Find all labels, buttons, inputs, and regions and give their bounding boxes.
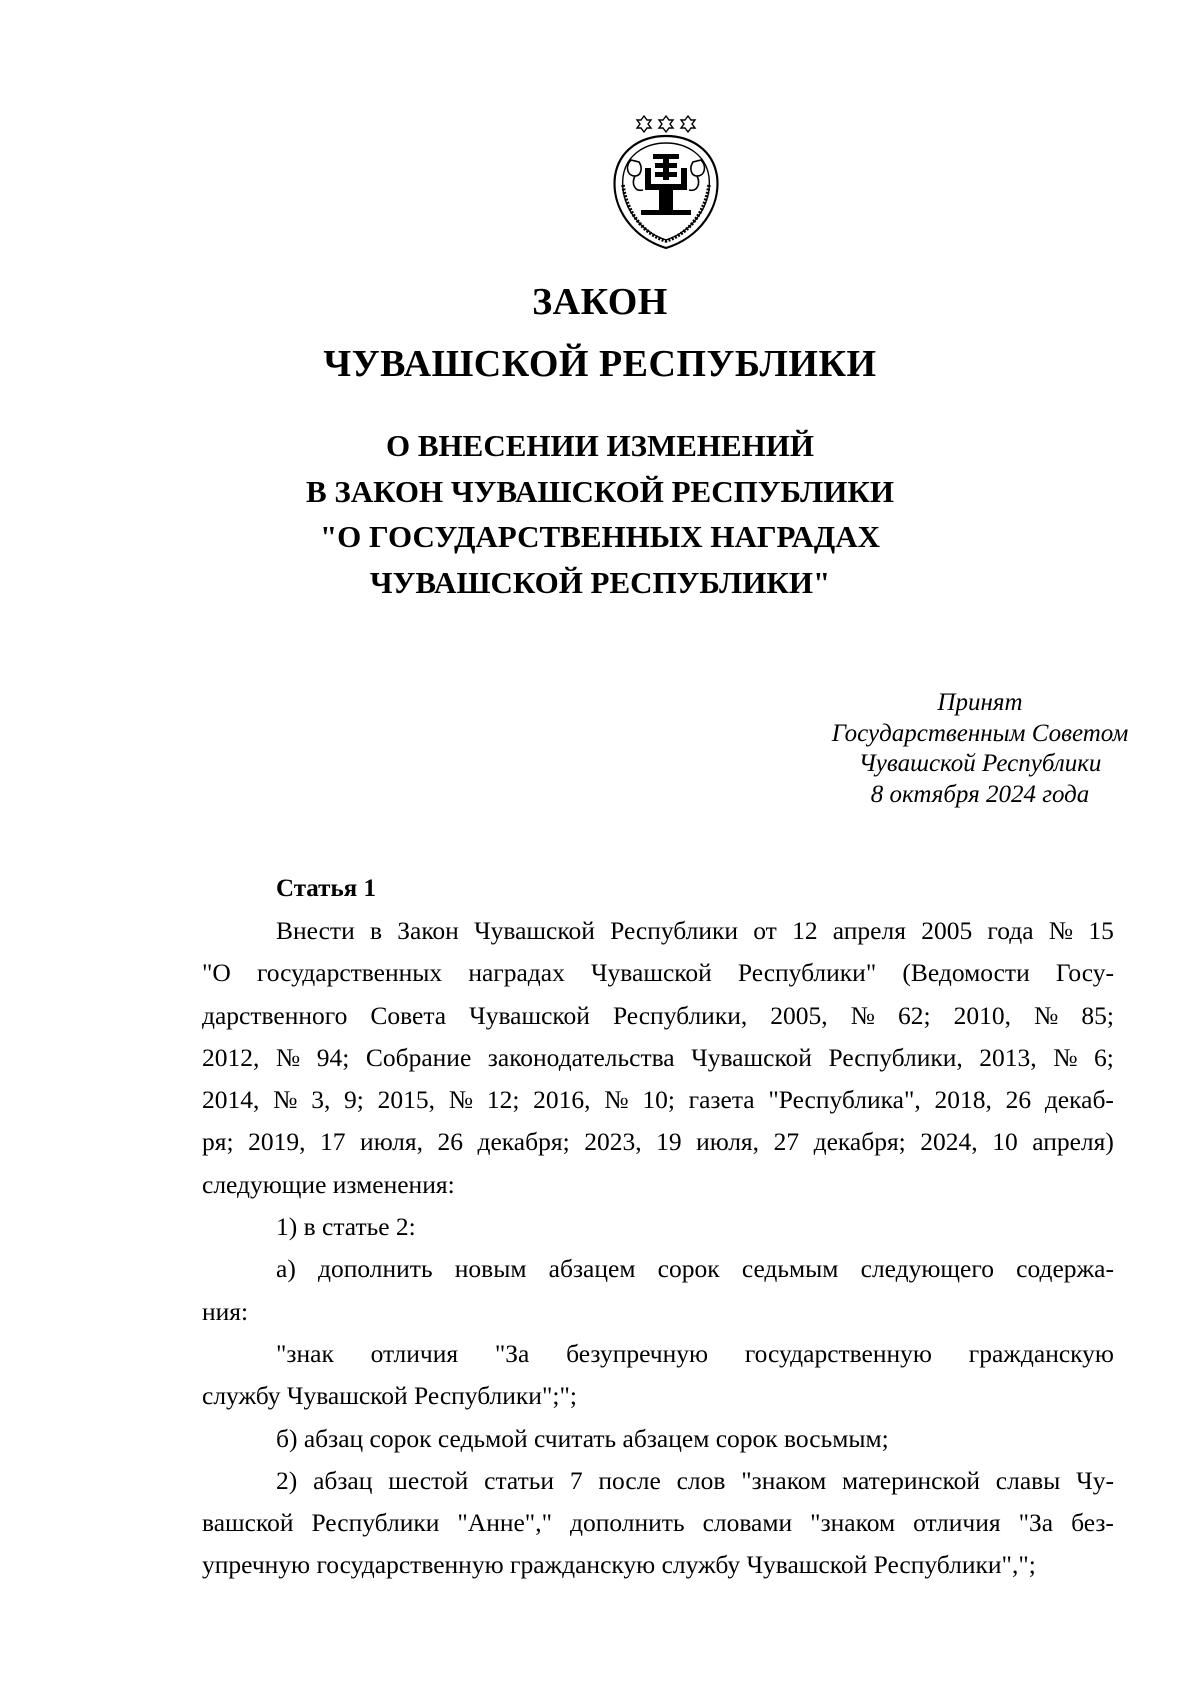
word: 3, (311, 1085, 331, 1115)
word: 2010, (953, 1000, 1011, 1030)
word: Закон (397, 916, 459, 945)
word: Чувашской (474, 916, 595, 945)
word: № (448, 1085, 474, 1115)
word: № (1048, 916, 1074, 945)
word: № (1053, 1042, 1078, 1072)
word: 10 (992, 1127, 1018, 1157)
text-line (202, 910, 1114, 952)
word: 2023, (584, 1127, 642, 1157)
word: от (753, 916, 777, 945)
article-title: Статья 1 (276, 875, 376, 902)
word: 2019, (248, 1127, 306, 1157)
word: Республики (610, 916, 739, 945)
word: 10; (642, 1085, 675, 1115)
word: Совета (370, 1000, 447, 1030)
word: 2024, (920, 1127, 978, 1157)
word: ря; (202, 1127, 234, 1157)
word: дополнить (318, 1254, 433, 1284)
word: "знаком (810, 1508, 896, 1538)
subject-line: В ЗАКОН ЧУВАШСКОЙ РЕСПУБЛИКИ (306, 473, 894, 509)
word: законодательства (487, 1042, 675, 1072)
text-line (202, 1079, 1114, 1121)
word: 2015, (377, 1085, 435, 1115)
word: 85; (1081, 1000, 1114, 1030)
text-line: следующие изменения: (202, 1169, 455, 1199)
word: 7 (569, 1465, 583, 1495)
word: № (850, 1000, 875, 1030)
text-line (202, 1121, 1114, 1163)
word: государственных (256, 958, 443, 988)
word: "О (202, 958, 231, 988)
word: шестой (388, 1465, 469, 1495)
word: Чувашской (691, 1042, 812, 1072)
word: Чу- (1076, 1465, 1114, 1495)
word: № (275, 1042, 301, 1072)
subject-line: "О ГОСУДАРСТВЕННЫХ НАГРАДАХ (319, 519, 881, 554)
law-subject-title (0, 423, 1200, 605)
word: 2005, (770, 1000, 828, 1030)
word: 17 (320, 1127, 346, 1157)
word: Республики, (612, 1000, 748, 1030)
text-line: упречную государственную гражданскую службу Чувашской Республики","; (202, 1550, 1036, 1580)
word: Собрание (365, 1042, 472, 1072)
word: вашской (202, 1508, 294, 1538)
chuvash-coat-of-arms-icon (601, 110, 731, 253)
word: "знак (276, 1338, 334, 1368)
text-line (202, 1037, 1114, 1079)
word: безупречную (566, 1338, 709, 1368)
word: дополнить (570, 1508, 685, 1538)
word: "знаком (741, 1465, 827, 1495)
word: апреля (832, 916, 906, 945)
word: 15 (1088, 916, 1114, 945)
word: 12; (486, 1085, 520, 1115)
word: Республики" (737, 958, 877, 988)
word: Чувашской (590, 958, 712, 988)
text-line (202, 995, 1114, 1037)
word: 27 (773, 1127, 800, 1157)
word: № (273, 1085, 298, 1115)
word: содержа- (1016, 1254, 1114, 1284)
law-heading-line-2: ЧУВАШСКОЙ РЕСПУБЛИКИ (323, 343, 877, 385)
word: Чувашской (469, 1000, 590, 1030)
text-line (202, 1333, 1114, 1375)
word: декабря; (813, 1127, 906, 1157)
word: слов (676, 1465, 726, 1495)
word: "За (1018, 1508, 1054, 1538)
word: государственную (744, 1338, 932, 1368)
word: "За (494, 1338, 530, 1368)
word: отличия (370, 1338, 459, 1368)
word: Внести (276, 916, 355, 945)
word: "Республика", (768, 1085, 921, 1115)
text-line (202, 1460, 1114, 1502)
word: 6; (1094, 1042, 1114, 1072)
word: словами (702, 1508, 793, 1538)
text-line (202, 1248, 1114, 1290)
subject-line: О ВНЕСЕНИИ ИЗМЕНЕНИЙ (385, 428, 815, 463)
word: 2014, (202, 1085, 260, 1115)
word: статьи (484, 1465, 555, 1495)
text-line: 1) в статье 2: (276, 1212, 416, 1242)
word: 2016, (533, 1085, 591, 1115)
word: абзацем (548, 1254, 636, 1284)
word: материнской (842, 1465, 980, 1495)
word: после (598, 1465, 661, 1495)
word: отличия (913, 1508, 1001, 1538)
text-line: ния: (202, 1296, 249, 1326)
word: 9; (344, 1085, 364, 1115)
text-line: службу Чувашской Республики";"; (202, 1381, 577, 1411)
word: 94; (316, 1042, 350, 1072)
word: новым (454, 1254, 527, 1284)
adoption-line: Государственным Советом (831, 719, 1129, 747)
word: без- (1071, 1508, 1114, 1538)
word: 2018, (934, 1085, 992, 1115)
word: декаб- (1044, 1085, 1114, 1115)
word: 26 (437, 1127, 463, 1157)
adoption-line: Принят (937, 689, 1023, 716)
word: наградах (468, 958, 565, 988)
word: 2005 (921, 916, 973, 945)
word: славы (995, 1465, 1061, 1495)
subject-line: ЧУВАШСКОЙ РЕСПУБЛИКИ" (369, 564, 831, 600)
word: (Ведомости (902, 958, 1030, 988)
word: июля, (696, 1127, 760, 1157)
word: 2013, (979, 1042, 1037, 1072)
word: 2) (276, 1465, 298, 1495)
word: газета (688, 1085, 755, 1115)
adoption-line: Чувашской Республики (858, 750, 1102, 777)
word: 26 (1005, 1085, 1032, 1115)
article-body (202, 910, 1114, 1587)
text-line: б) абзац сорок седьмой считать абзацем сорок восьмым; (276, 1423, 889, 1453)
word: 62; (898, 1000, 931, 1030)
law-heading-line-1: ЗАКОН (532, 281, 668, 323)
word: 19 (656, 1127, 682, 1157)
word: сорок (657, 1254, 720, 1284)
adoption-date: 8 октября 2024 года (870, 780, 1090, 808)
word: "Анне"," (457, 1508, 553, 1538)
adoption-note (760, 688, 1200, 810)
word: гражданскую (968, 1338, 1114, 1368)
word: года (987, 916, 1034, 945)
text-line (202, 1502, 1114, 1544)
word: абзац (313, 1465, 373, 1495)
word: декабря; (477, 1127, 570, 1157)
word: дарственного (202, 1000, 348, 1030)
word: апреля) (1032, 1127, 1114, 1157)
word: Республики (311, 1508, 440, 1538)
text-line (202, 952, 1114, 994)
word: а) (276, 1254, 296, 1284)
word: № (604, 1085, 629, 1115)
word: в (369, 916, 382, 945)
word: Республики, (828, 1042, 963, 1072)
word: июля, (360, 1127, 423, 1157)
word: № (1034, 1000, 1059, 1030)
word: 12 (792, 916, 818, 945)
word: следующего (860, 1254, 994, 1284)
word: седьмым (741, 1254, 839, 1284)
word: Госу- (1055, 958, 1114, 988)
word: 2012, (202, 1042, 260, 1072)
